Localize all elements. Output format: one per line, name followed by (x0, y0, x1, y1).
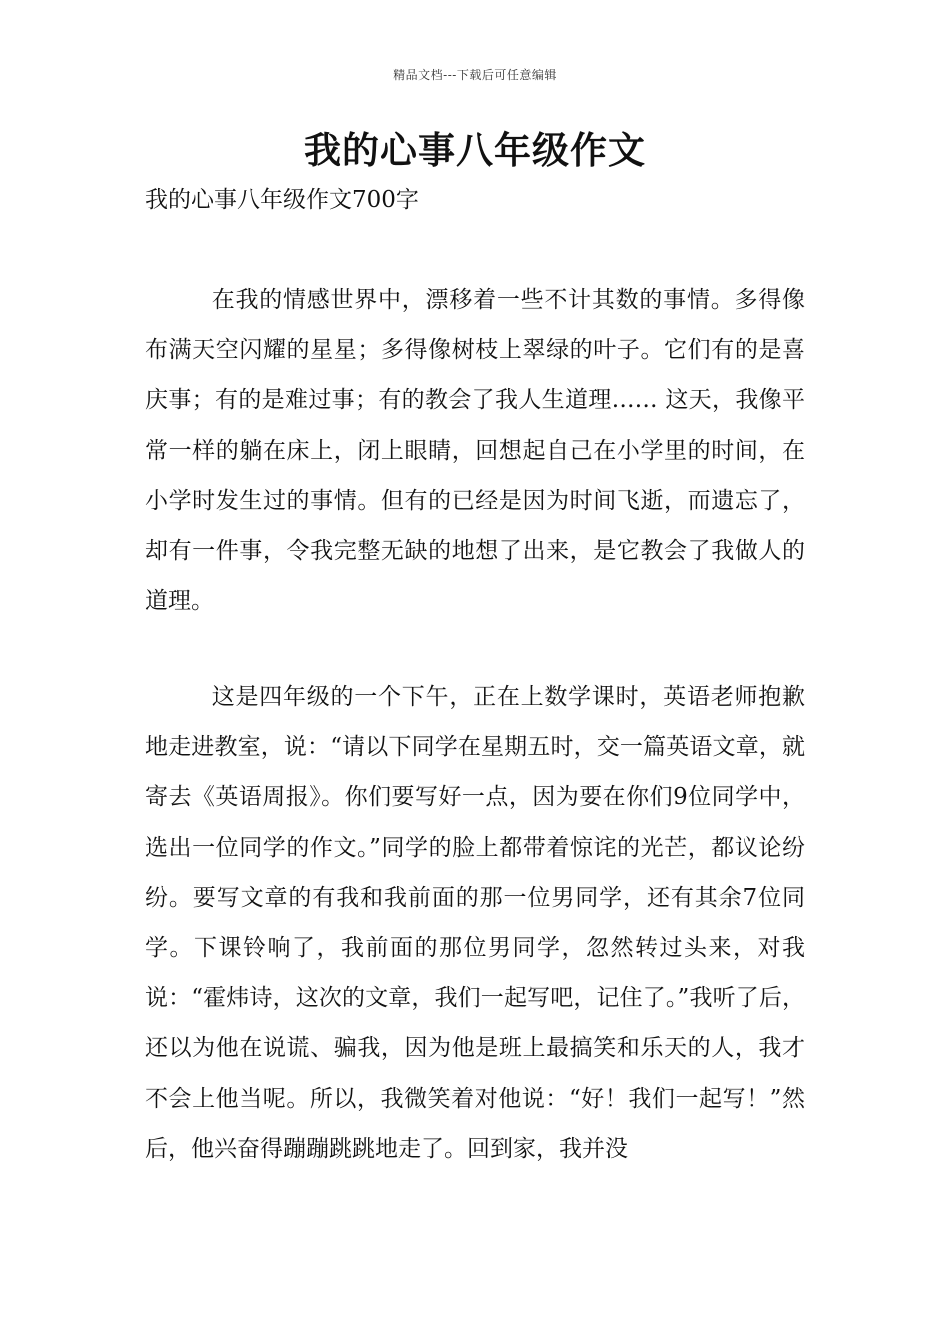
page-title: 我的心事八年级作文 (304, 128, 646, 172)
page-subtitle: 我的心事八年级作文700字 (145, 187, 419, 213)
paragraph: 在我的情感世界中，漂移着一些不计其数的事情。多得像布满天空闪耀的星星；多得像树枝上翠绿的叶子。它们有的是喜庆事；有的是难过事；有的教会了我人生道理…… 这天，我像平常一样的躺在床上，闭上眼睛，回想起自己在小学里的时间，在小学时发生过的事情。但有的已经是因为时间飞逝，而遗忘了，却有一件事，令我完整无缺的地想了出来，是它教会了我做人的道理。 (145, 287, 805, 615)
header-note: 精品文档---下载后可任意编辑 (393, 68, 557, 82)
paragraph: 这是四年级的一个下午，正在上数学课时，英语老师抱歉地走进教室，说：“请以下同学在星期五时，交一篇英语文章，就寄去《英语周报》。你们要写好一点，因为要在你们9位同学中，选出一位同学的作文。”同学的脸上都带着惊诧的光芒，都议论纷纷。要写文章的有我和我前面的那一位男同学，还有其余7位同学。下课铃响了，我前面的那位男同学，忽然转过头来，对我说：“霍炜诗，这次的文章，我们一起写吧，记住了。”我听了后，还以为他在说谎、骗我，因为他是班上最搞笑和乐天的人，我才不会上他当呢。所以，我微笑着对他说：“好！我们一起写！”然后，他兴奋得蹦蹦跳跳地走了。回到家，我并没 (145, 684, 805, 1162)
